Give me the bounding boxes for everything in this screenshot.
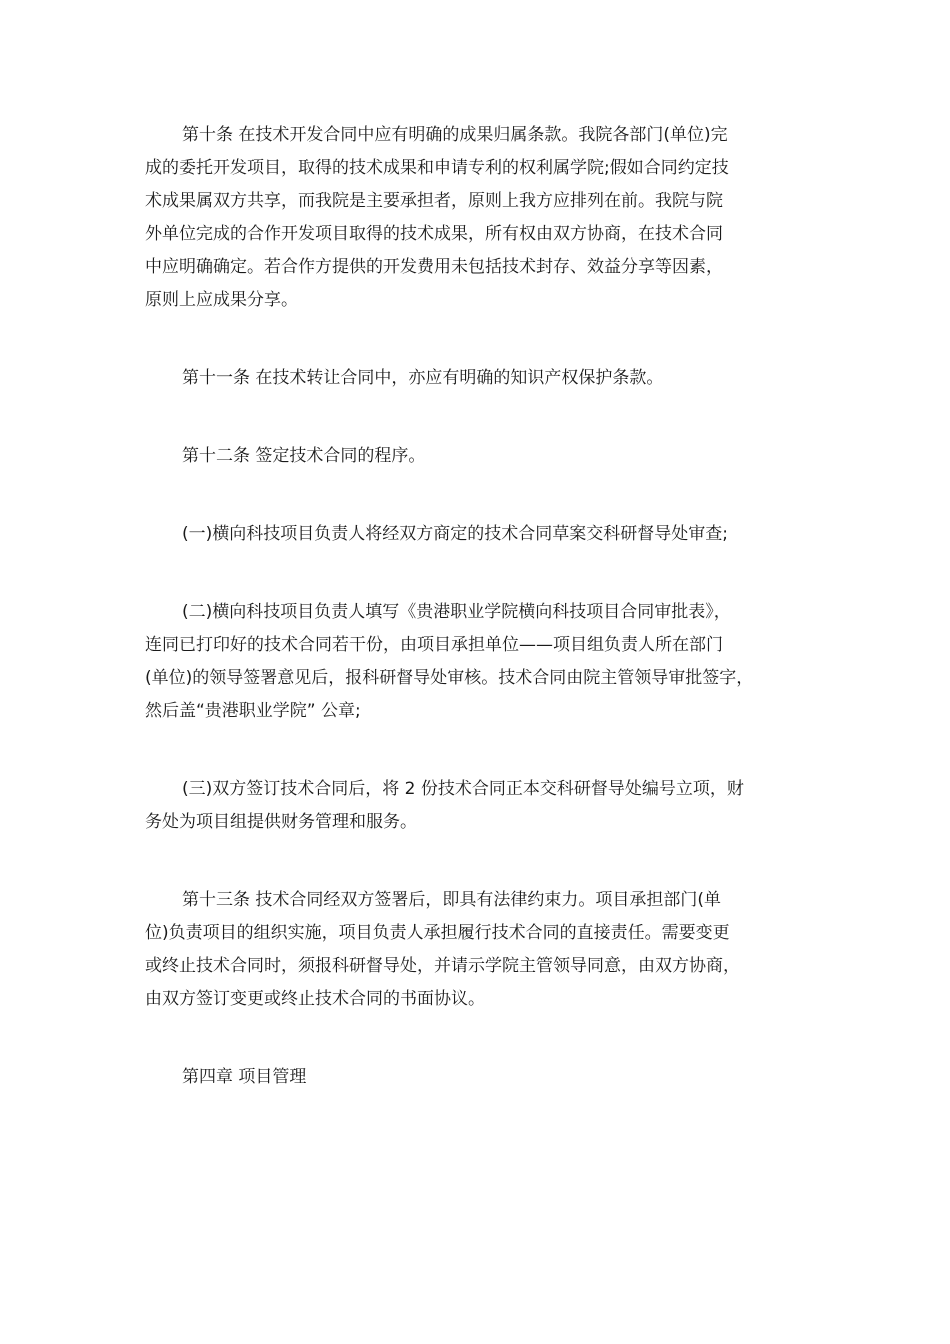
text-line: 或终止技术合同时，须报科研督导处，并请示学院主管领导同意，由双方协商， bbox=[145, 956, 740, 976]
text-line: 位)负责项目的组织实施，项目负责人承担履行技术合同的直接责任。需要变更 bbox=[145, 923, 730, 943]
paragraph-item-3 bbox=[145, 773, 825, 839]
text-line: 第十条 在技术开发合同中应有明确的成果归属条款。我院各部门(单位)完 bbox=[182, 125, 728, 145]
text-line: 原则上应成果分享。 bbox=[145, 290, 298, 310]
paragraph-article-12 bbox=[145, 440, 825, 473]
text-line: (二)横向科技项目负责人填写《贵港职业学院横向科技项目合同审批表》， bbox=[182, 602, 731, 622]
text-line: 然后盖“贵港职业学院” 公章; bbox=[145, 701, 361, 721]
text-line: 中应明确确定。若合作方提供的开发费用未包括技术封存、效益分享等因素， bbox=[145, 257, 723, 277]
document-body bbox=[145, 119, 825, 1094]
text-line: 第十三条 技术合同经双方签署后，即具有法律约束力。项目承担部门(单 bbox=[182, 890, 722, 910]
text-line: (三)双方签订技术合同后，将 2 份技术合同正本交科研督导处编号立项，财 bbox=[182, 779, 744, 799]
text-line: (一)横向科技项目负责人将经双方商定的技术合同草案交科研督导处审查; bbox=[182, 524, 728, 544]
text-line: 外单位完成的合作开发项目取得的技术成果，所有权由双方协商，在技术合同 bbox=[145, 224, 723, 244]
text-line: 第四章 项目管理 bbox=[182, 1067, 307, 1087]
paragraph-item-2 bbox=[145, 596, 825, 728]
paragraph-article-13 bbox=[145, 884, 825, 1016]
text-line: 第十一条 在技术转让合同中，亦应有明确的知识产权保护条款。 bbox=[182, 368, 664, 388]
text-line: 术成果属双方共享，而我院是主要承担者，原则上我方应排列在前。我院与院 bbox=[145, 191, 723, 211]
paragraph-item-1 bbox=[145, 518, 825, 551]
text-line: (单位)的领导签署意见后，报科研督导处审核。技术合同由院主管领导审批签字， bbox=[145, 668, 754, 688]
text-line: 成的委托开发项目，取得的技术成果和申请专利的权利属学院;假如合同约定技 bbox=[145, 158, 729, 178]
paragraph-article-10 bbox=[145, 119, 825, 317]
paragraph-article-11 bbox=[145, 362, 825, 395]
chapter-heading bbox=[145, 1061, 825, 1094]
text-line: 务处为项目组提供财务管理和服务。 bbox=[145, 812, 417, 832]
text-line: 第十二条 签定技术合同的程序。 bbox=[182, 446, 426, 466]
text-line: 由双方签订变更或终止技术合同的书面协议。 bbox=[145, 989, 485, 1009]
text-line: 连同已打印好的技术合同若干份，由项目承担单位——项目组负责人所在部门 bbox=[145, 635, 723, 655]
